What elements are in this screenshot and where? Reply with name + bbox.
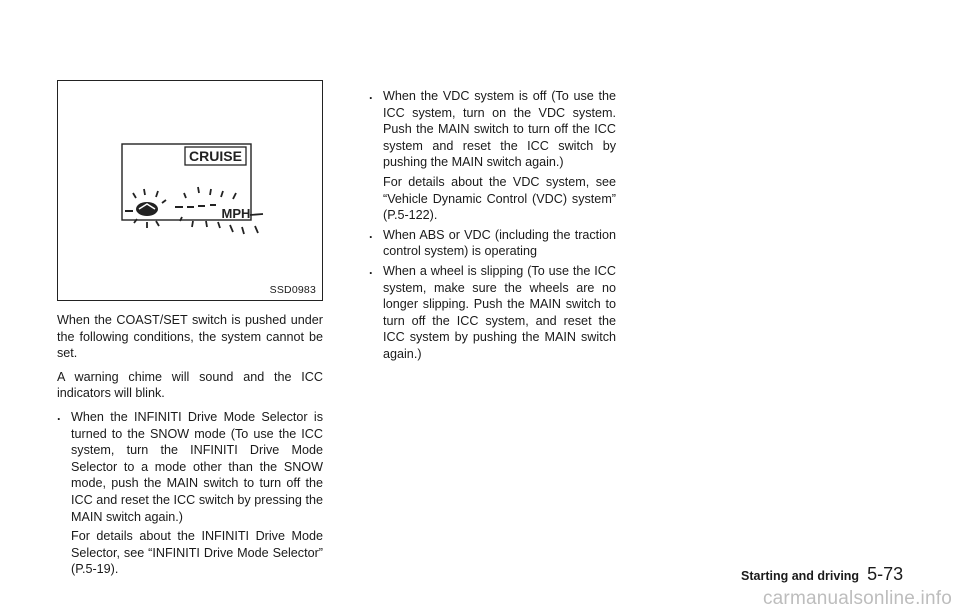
- list-item: [369, 227, 616, 260]
- left-column: [57, 312, 323, 581]
- list-item: [57, 409, 323, 578]
- bullet-icon: .: [57, 408, 61, 423]
- right-column: [369, 88, 616, 366]
- list-item: [369, 263, 616, 363]
- cruise-label: CRUISE: [189, 148, 242, 164]
- bullet-detail: For details about the INFINITI Drive Mode Selector, see “INFINITI Drive Mode Selector” (P.5-19).: [71, 529, 323, 577]
- bullet-icon: .: [369, 226, 373, 241]
- page-footer: [741, 564, 903, 586]
- speed-unit: MPH: [221, 206, 251, 221]
- section-title: Starting and driving: [741, 569, 860, 583]
- bullet-text: When ABS or VDC (including the traction control system) is operating: [383, 227, 616, 259]
- bullet-icon: .: [369, 262, 373, 277]
- watermark: carmanualsonline.info: [762, 588, 952, 609]
- page-number: 5-73: [867, 564, 904, 584]
- figure-panel: [57, 80, 323, 301]
- icc-display-illustration: [58, 81, 324, 302]
- bullet-text: When the VDC system is off (To use the ICC system, turn on the VDC system. Push the MAIN switch to turn off the ICC system and reset the ICC switch by pushing the MAIN switch again.): [383, 89, 616, 170]
- bullet-text: When a wheel is slipping (To use the ICC system, make sure the wheels are no longer slipping. Push the MAIN switch to turn off the ICC system, and reset the ICC system by pushing the MAIN switch again.): [383, 263, 616, 361]
- intro-paragraph: When the COAST/SET switch is pushed under the following conditions, the system cannot be set.: [57, 313, 323, 361]
- bullet-text: When the INFINITI Drive Mode Selector is turned to the SNOW mode (To use the ICC system, turn the INFINITI Drive Mode Selector to a mode other than the SNOW mode, push the MAIN switch to turn off the ICC and reset the ICC switch by pressing the MAIN switch again.): [71, 409, 323, 524]
- figure-code: SSD0983: [269, 284, 316, 296]
- warning-paragraph: A warning chime will sound and the ICC indicators will blink.: [57, 369, 323, 401]
- bullet-icon: .: [369, 88, 373, 102]
- bullet-detail: For details about the VDC system, see “Vehicle Dynamic Control (VDC) system” (P.5-122).: [383, 174, 616, 223]
- list-item: [369, 88, 616, 224]
